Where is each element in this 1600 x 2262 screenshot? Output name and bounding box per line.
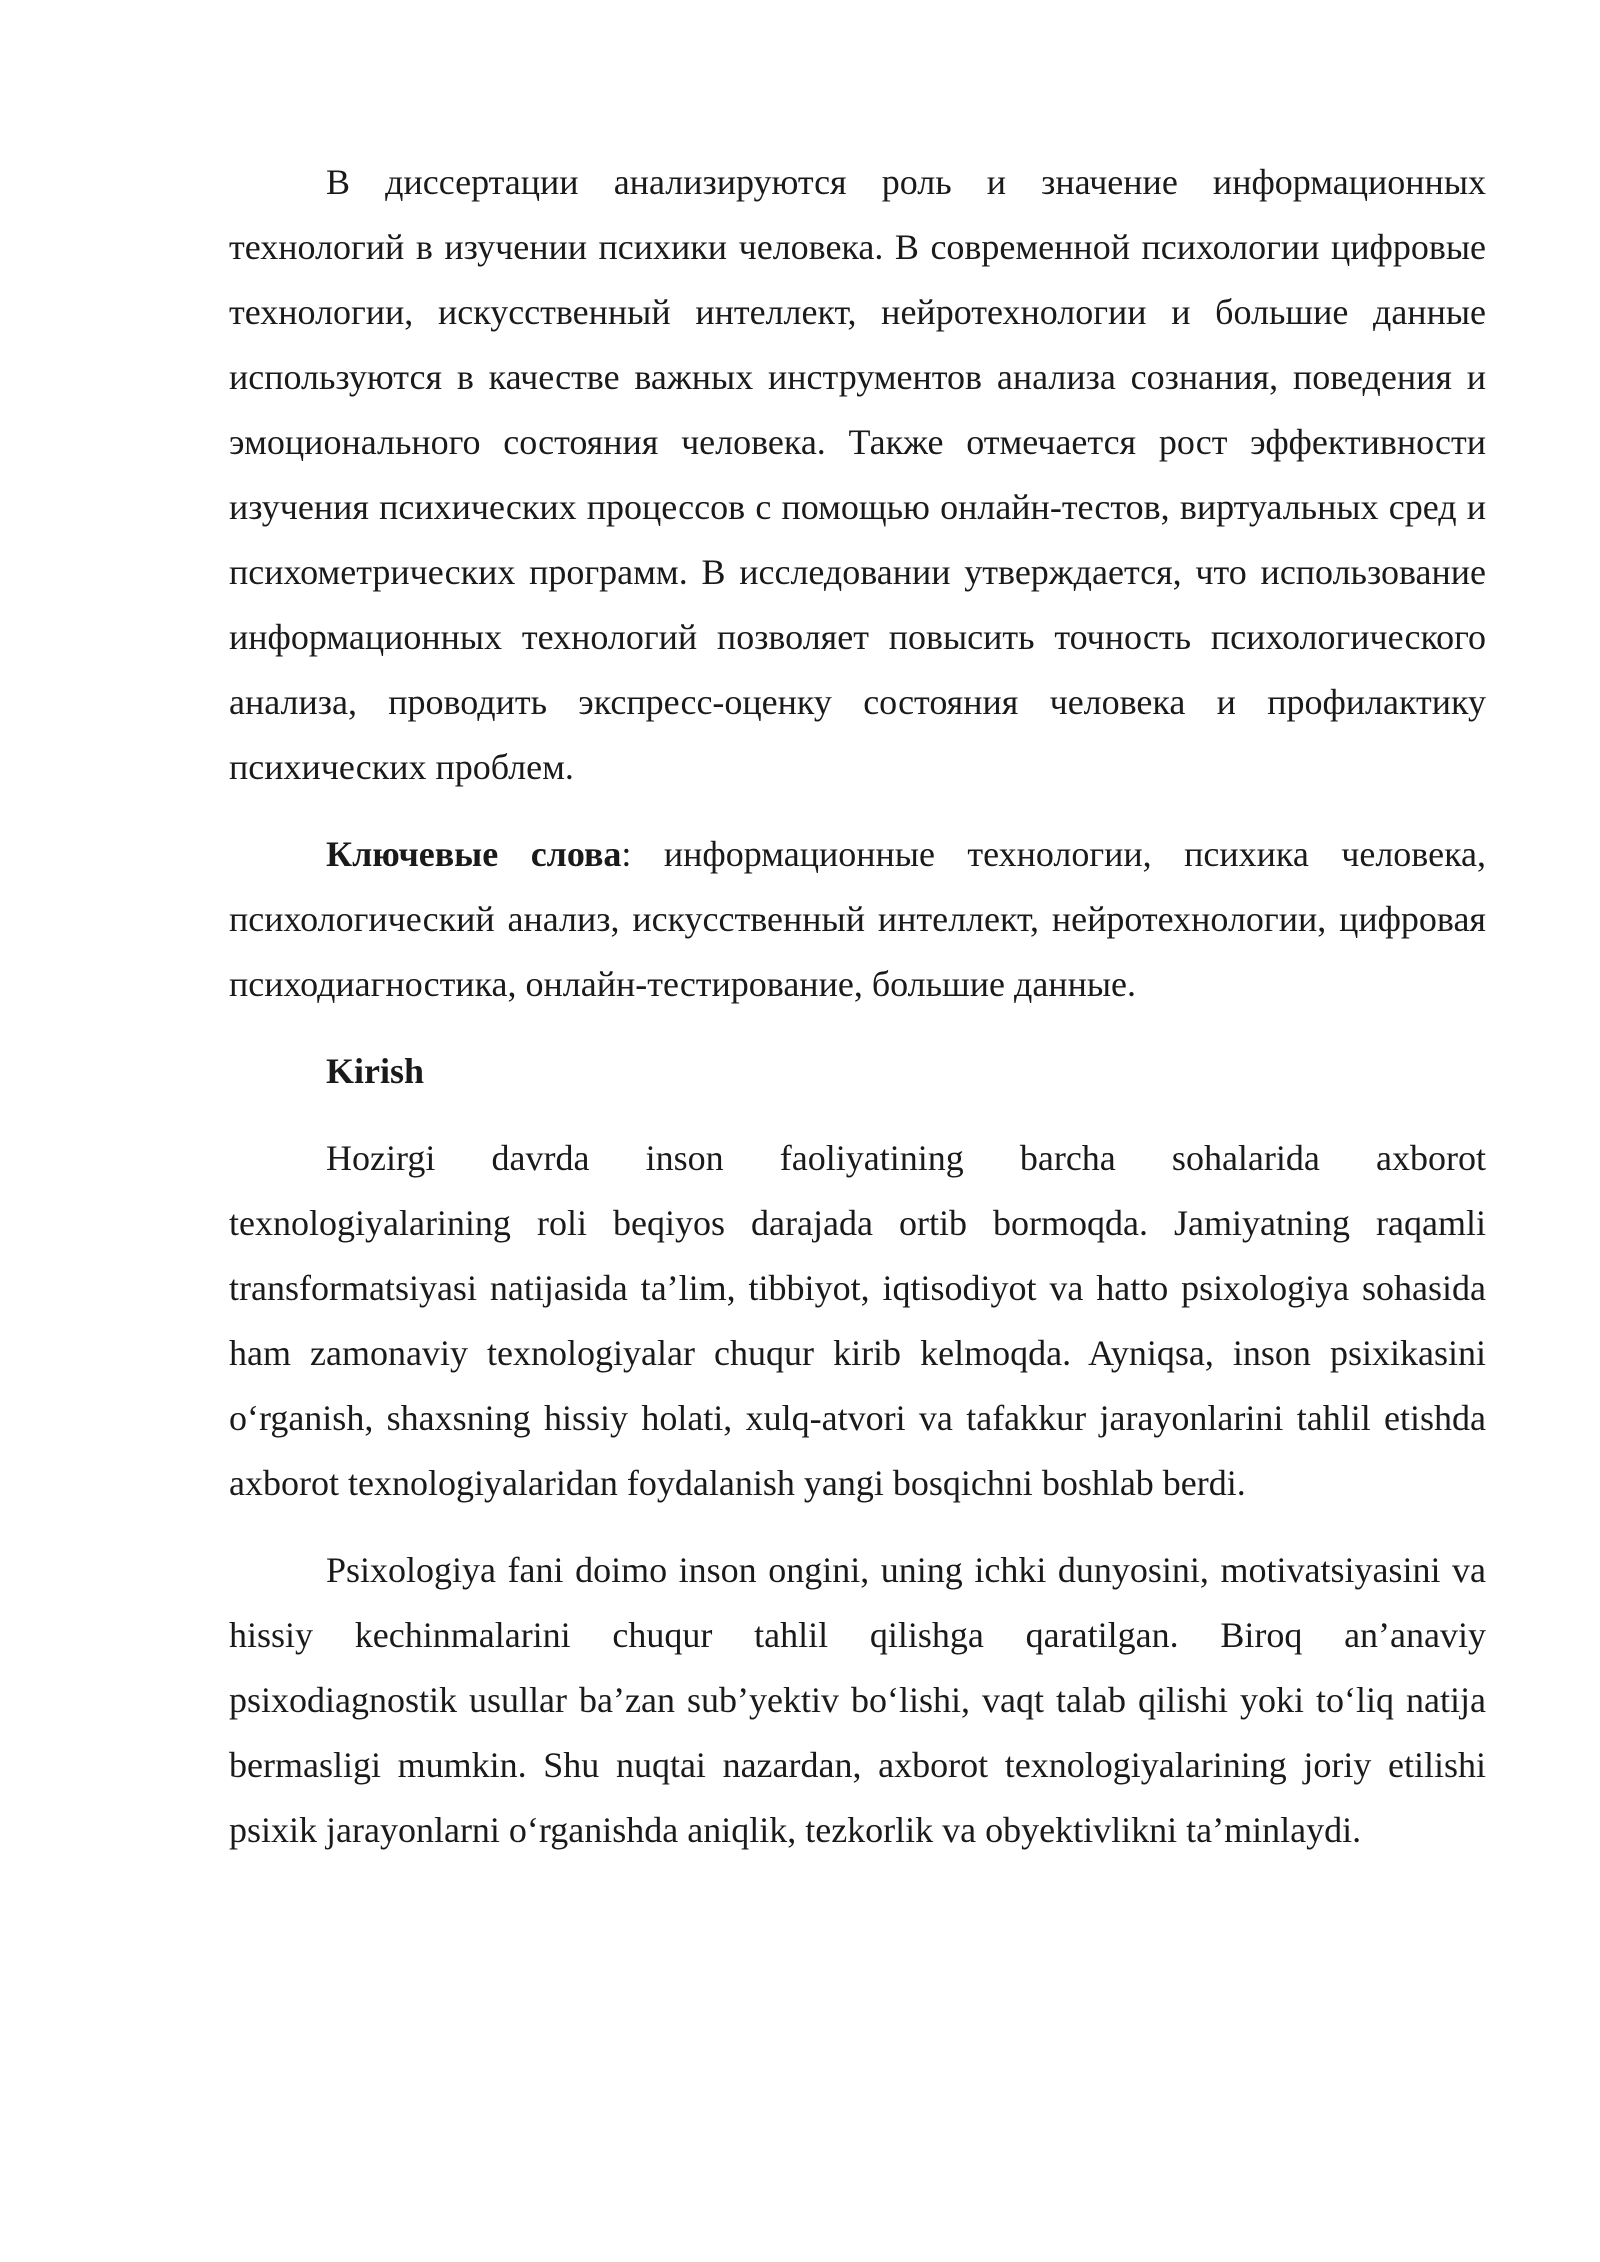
document-body [229,150,1486,1885]
keywords-separator: : [621,834,664,874]
keywords-text: информационные технологии, психика человека, психологический анализ, искусственный интеллект, нейротехнологии, цифровая психодиагностика, онлайн-тестирование, большие данные. [229,834,1486,1004]
keywords-label: Ключевые слова [326,834,622,874]
section-heading: Kirish [326,1051,425,1091]
keywords-paragraph [229,822,1486,1017]
intro-paragraph-1: Hozirgi davrda inson faoliyatining barcha sohalarida axborot texnologiyalarining roli beqiyos darajada ortib bormoqda. Jamiyatning raqamli transformatsiyasi natijasida ta’lim, tibbiyot, iqtisodiyot va hatto psixologiya sohasida ham zamonaviy texnologiyalar chuqur kirib kelmoqda. Ayniqsa, inson psixikasini o‘rganish, shaxsning hissiy holati, xulq-atvori va tafakkur jarayonlarini tahlil etishda axborot texnologiyalaridan foydalanish yangi bosqichni boshlab berdi. [229,1138,1486,1503]
intro-paragraph-2: Psixologiya fani doimo inson ongini, uning ichki dunyosini, motivatsiyasini va hissiy kechinmalarini chuqur tahlil qilishga qaratilgan. Biroq an’anaviy psixodiagnostik usullar ba’zan sub’yektiv bo‘lishi, vaqt talab qilishi yoki to‘liq natija bermasligi mumkin. Shu nuqtai nazardan, axborot texnologiyalarining joriy etilishi psixik jarayonlarni o‘rganishda aniqlik, tezkorlik va obyektivlikni ta’minlaydi. [229,1550,1486,1850]
abstract-paragraph: В диссертации анализируются роль и значение информационных технологий в изучении психики человека. В современной психологии цифровые технологии, искусственный интеллект, нейротехнологии и большие данные используются в качестве важных инструментов анализа сознания, поведения и эмоционального состояния человека. Также отмечается рост эффективности изучения психических процессов с помощью онлайн-тестов, виртуальных сред и психометрических программ. В исследовании утверждается, что использование информационных технологий позволяет повысить точность психологического анализа, проводить экспресс-оценку состояния человека и профилактику психических проблем. [229,162,1486,787]
